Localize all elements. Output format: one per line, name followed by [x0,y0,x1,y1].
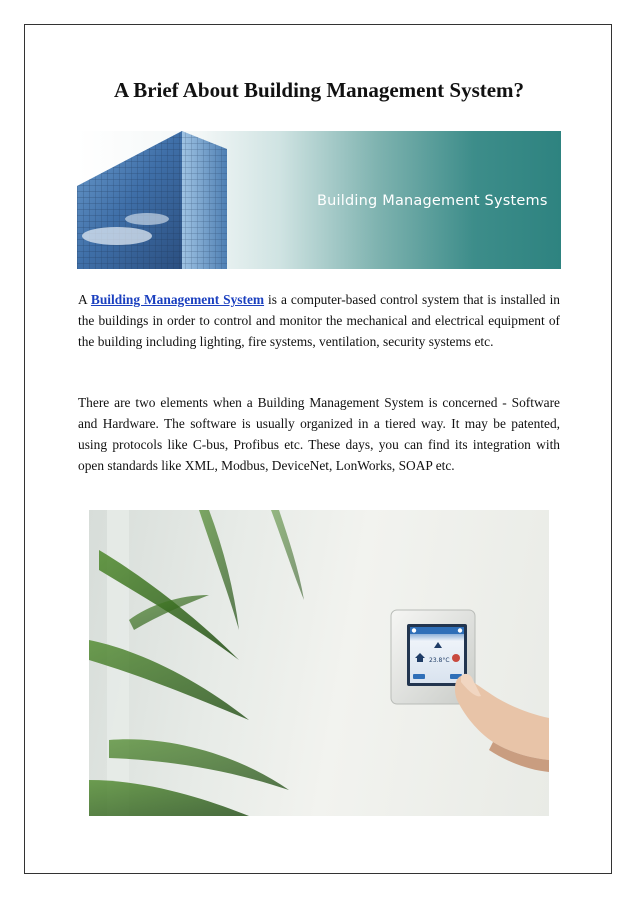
paragraph-elements: There are two elements when a Building Management System is concerned - Software and Hardware. The software is usually organized in a tiered way. It may be patented, using protocols like C-bus, Profibus etc. These days, you can find its integration with open standards like XML, Modbus, DeviceNet, LonWorks, SOAP etc. [78,395,560,473]
paragraph-intro-prefix: A [78,292,91,307]
banner-image [77,131,561,269]
paragraph-intro-suffix: is a computer-based control system that is installed in the buildings in order to control and monitor the mechanical and electrical equipment of the building including lighting, fire systems, ventilation, security systems etc. [78,292,560,349]
plant-and-thermostat-illustration [89,510,549,816]
paragraph-intro [78,289,560,352]
thermostat-photo [89,510,549,816]
bms-link[interactable]: Building Management System [90,292,265,307]
thermostat-temperature: 23.8°C [429,657,450,664]
banner-caption: Building Management Systems [317,193,548,209]
page-title: A Brief About Building Management System? [113,78,525,102]
